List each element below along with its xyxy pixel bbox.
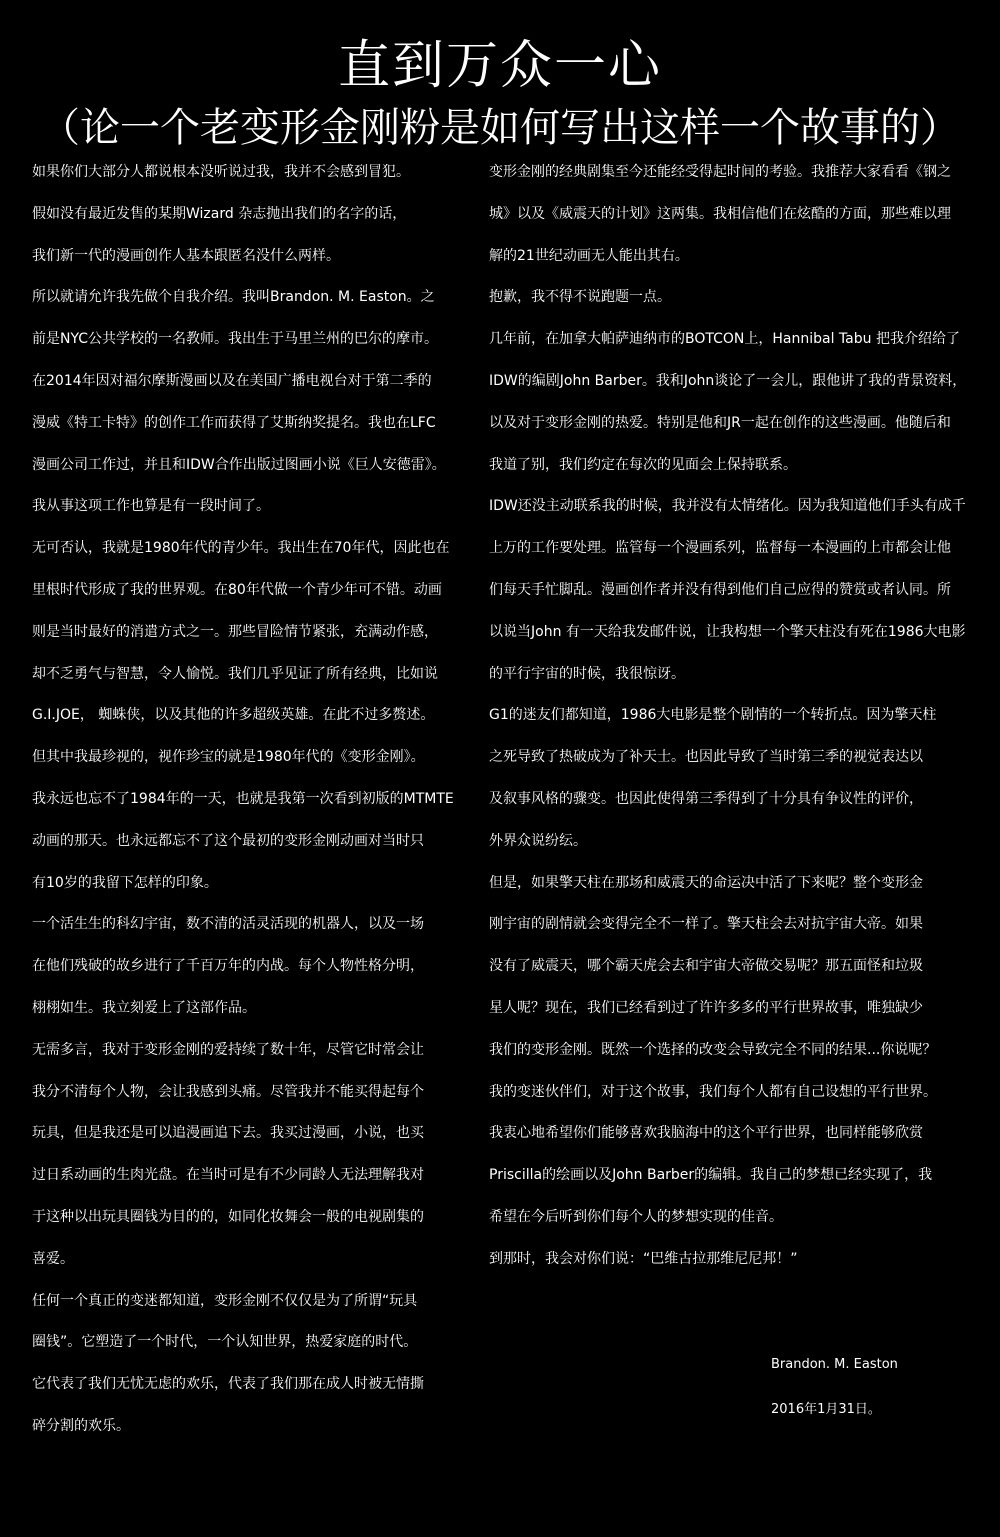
text-line: 前是NYC公共学校的一名教师。我出生于马里兰州的巴尔的摩市。: [32, 331, 439, 348]
text-line: 的平行宇宙的时候，我很惊讶。: [489, 665, 685, 682]
text-line: G.I.JOE， 蜘蛛侠，以及其他的许多超级英雄。在此不过多赘述。: [32, 707, 435, 724]
text-line: 过日系动画的生肉光盘。在当时可是有不少同龄人无法理解我对: [32, 1167, 424, 1184]
text-line: 之死导致了热破成为了补天士。也因此导致了当时第三季的视觉表达以: [489, 749, 923, 766]
text-line: 有10岁的我留下怎样的印象。: [32, 874, 218, 891]
page-subtitle: （论一个老变形金刚粉是如何写出这样一个故事的）: [40, 105, 960, 151]
text-line: IDW的编剧John Barber。我和John谈论了一会儿，跟他讲了我的背景资料，: [489, 372, 967, 389]
text-line: 栩栩如生。我立刻爱上了这部作品。: [32, 999, 256, 1016]
text-line: 到那时，我会对你们说：“巴维古拉那维尼尼邦！”: [489, 1250, 798, 1267]
text-line: 在他们残破的故乡进行了千百万年的内战。每个人物性格分明，: [32, 958, 424, 975]
text-line: 无需多言，我对于变形金刚的爱持续了数十年，尽管它时常会让: [32, 1041, 424, 1058]
text-line: 圈钱”。它塑造了一个时代，一个认知世界，热爱家庭的时代。: [32, 1334, 418, 1351]
text-line: 们每天手忙脚乱。漫画创作者并没有得到他们自己应得的赞赏或者认同。所: [489, 581, 951, 598]
text-line: 抱歉，我不得不说跑题一点。: [489, 289, 671, 306]
text-line: 城》以及《威震天的计划》这两集。我相信他们在炫酷的方面，那些难以理: [489, 205, 951, 222]
text-line: 却不乏勇气与智慧，令人愉悦。我们几乎见证了所有经典，比如说: [32, 665, 438, 682]
text-line: 它代表了我们无忧无虑的欢乐，代表了我们那在成人时被无情撕: [32, 1376, 424, 1393]
text-line: 以及对于变形金刚的热爱。特别是他和JR一起在创作的这些漫画。他随后和: [489, 414, 951, 431]
text-line: 我永远也忘不了1984年的一天，也就是我第一次看到初版的MTMTE: [32, 790, 454, 807]
text-line: 没有了威震天，哪个霸天虎会去和宇宙大帝做交易呢？那五面怪和垃圾: [489, 958, 923, 975]
text-line: 我道了别，我们约定在每次的见面会上保持联系。: [489, 456, 797, 473]
text-line: 动画的那天。也永远都忘不了这个最初的变形金刚动画对当时只: [32, 832, 424, 849]
text-line: 漫画公司工作过，并且和IDW合作出版过图画小说《巨人安德雷》。: [32, 456, 446, 473]
text-line: 里根时代形成了我的世界观。在80年代做一个青少年可不错。动画: [32, 581, 442, 598]
text-line: 一个活生生的科幻宇宙，数不清的活灵活现的机器人，以及一场: [32, 916, 424, 933]
text-line: 我分不清每个人物，会让我感到头痛。尽管我并不能买得起每个: [32, 1083, 424, 1100]
text-line: 如果你们大部分人都说根本没听说过我，我并不会感到冒犯。: [32, 164, 410, 180]
text-line: 解的21世纪动画无人能出其右。: [489, 247, 689, 264]
text-line: 我衷心地希望你们能够喜欢我脑海中的这个平行世界，也同样能够欣赏: [489, 1125, 923, 1142]
text-line: 星人呢？现在，我们已经看到过了许许多多的平行世界故事，唯独缺少: [489, 999, 923, 1016]
left-column: [32, 158, 477, 1454]
text-line: Priscilla的绘画以及John Barber的编辑。我自己的梦想已经实现了，我: [489, 1167, 933, 1184]
text-line: IDW还没主动联系我的时候，我并没有太情绪化。因为我知道他们手头有成千: [489, 498, 966, 515]
text-line: 在2014年因对福尔摩斯漫画以及在美国广播电视台对于第二季的: [32, 372, 432, 389]
text-line: 及叙事风格的骤变。也因此使得第三季得到了十分具有争议性的评价，: [489, 790, 923, 807]
text-line: 漫威《特工卡特》的创作工作而获得了艾斯纳奖提名。我也在LFC: [32, 414, 436, 431]
text-line: 我的变迷伙伴们，对于这个故事，我们每个人都有自己设想的平行世界。: [489, 1083, 937, 1100]
signature-name: Brandon. M. Easton: [771, 1357, 898, 1372]
text-line: 希望在今后听到你们每个人的梦想实现的佳音。: [489, 1208, 783, 1225]
text-line: 喜爱。: [32, 1250, 74, 1267]
text-line: 几年前，在加拿大帕萨迪纳市的BOTCON上，Hannibal Tabu 把我介绍给了: [489, 331, 960, 348]
text-line: 所以就请允许我先做个自我介绍。我叫Brandon. M. Easton。之: [32, 289, 435, 306]
right-column: [489, 158, 997, 1287]
text-line: 则是当时最好的消遣方式之一。那些冒险情节紧张，充满动作感，: [32, 623, 438, 640]
text-line: 以说当John 有一天给我发邮件说，让我构想一个擎天柱没有死在1986大电影: [489, 623, 966, 640]
page-title: 直到万众一心: [337, 36, 662, 96]
text-line: 但其中我最珍视的，视作珍宝的就是1980年代的《变形金刚》。: [32, 749, 425, 766]
text-line: 我们新一代的漫画创作人基本跟匿名没什么两样。: [32, 247, 340, 264]
signature-date: 2016年1月31日。: [771, 1402, 881, 1417]
text-line: 刚宇宙的剧情就会变得完全不一样了。擎天柱会去对抗宇宙大帝。如果: [489, 916, 923, 933]
text-line: 无可否认，我就是1980年代的青少年。我出生在70年代，因此也在: [32, 540, 450, 557]
text-line: 假如没有最近发售的某期Wizard 杂志抛出我们的名字的话，: [32, 205, 407, 222]
text-line: 玩具，但是我还是可以追漫画追下去。我买过漫画，小说，也买: [32, 1125, 424, 1142]
text-line: 变形金刚的经典剧集至今还能经受得起时间的考验。我推荐大家看看《钢之: [489, 164, 951, 180]
text-line: 我从事这项工作也算是有一段时间了。: [32, 498, 270, 515]
text-line: 于这种以出玩具圈钱为目的的，如同化妆舞会一般的电视剧集的: [32, 1208, 424, 1225]
text-line: G1的迷友们都知道，1986大电影是整个剧情的一个转折点。因为擎天柱: [489, 707, 937, 724]
text-line: 任何一个真正的变迷都知道，变形金刚不仅仅是为了所谓“玩具: [32, 1292, 418, 1309]
text-line: 上万的工作要处理。监管每一个漫画系列，监督每一本漫画的上市都会让他: [489, 540, 951, 557]
text-line: 但是，如果擎天柱在那场和威震天的命运决中活了下来呢？整个变形金: [489, 874, 923, 891]
text-line: 碎分割的欢乐。: [32, 1417, 130, 1434]
text-line: 外界众说纷纭。: [489, 832, 587, 849]
text-line: 我们的变形金刚。既然一个选择的改变会导致完全不同的结果...你说呢？: [489, 1041, 937, 1058]
